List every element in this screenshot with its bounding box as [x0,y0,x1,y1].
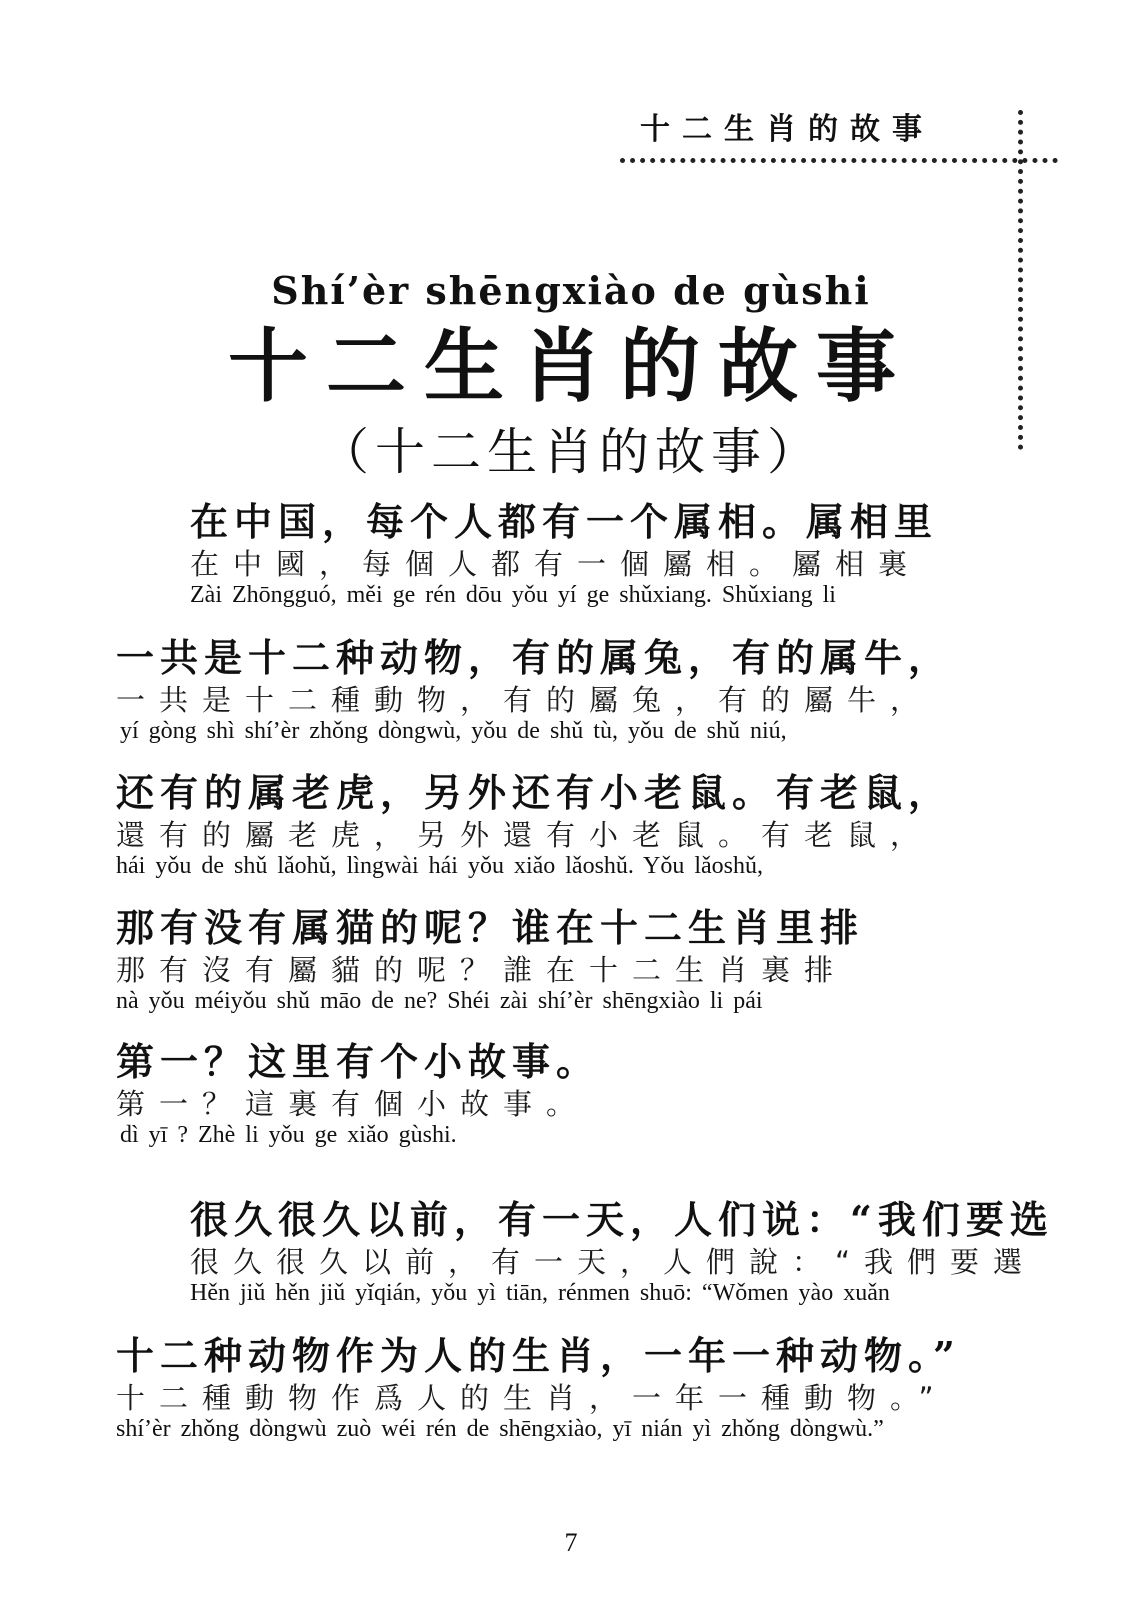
line-simplified: 一共是十二种动物，有的属兔，有的属牛， [116,635,953,680]
line-traditional: 第一？這裏有個小故事。 [116,1087,590,1121]
line-traditional: 還有的屬老虎，另外還有小老鼠。有老鼠， [116,818,934,852]
line-pinyin: shí’èr zhǒng dòngwù zuò wéi rén de shēngxiào, yī nián yì zhǒng dòngwù.” [116,1416,884,1442]
line-simplified: 在中国，每个人都有一个属相。属相里 [190,499,939,544]
page-title: 十二生肖的故事 [228,319,914,413]
title-pinyin: Shí’èr shēngxiào de gùshi [271,268,871,313]
line-traditional: 那有沒有屬貓的呢？誰在十二生肖裏排 [116,953,848,987]
line-pinyin: hái yǒu de shǔ lǎohǔ, lìngwài hái yǒu xiǎo lǎoshǔ. Yǒu lǎoshǔ, [116,853,764,879]
line-traditional: 在中國，每個人都有一個屬相。屬相裏 [190,547,922,581]
line-pinyin: dì yī ? Zhè li yǒu ge xiǎo gùshi. [120,1122,457,1148]
line-simplified: 很久很久以前，有一天，人们说：“我们要选 [190,1197,1054,1242]
title-traditional: （十二生肖的故事） [319,423,823,481]
dotted-rule-horizontal [620,158,1058,163]
line-pinyin: yí gòng shì shí’èr zhǒng dòngwù, yǒu de shǔ tù, yǒu de shǔ niú, [120,718,787,744]
line-simplified: 那有没有属猫的呢？谁在十二生肖里排 [116,905,865,950]
line-traditional: 很久很久以前，有一天，人們說：“我們要選 [190,1245,1037,1279]
line-traditional: 十二種動物作爲人的生肖，一年一種動物。” [116,1381,948,1415]
running-header-title: 十二生肖的故事 [640,112,934,147]
page-number: 7 [564,1528,578,1557]
line-simplified: 还有的属老虎，另外还有小老鼠。有老鼠， [116,770,953,815]
line-simplified: 第一？这里有个小故事。 [116,1039,601,1084]
line-pinyin: Hěn jiǔ hěn jiǔ yǐqián, yǒu yì tiān, rénmen shuō: “Wǒmen yào xuǎn [190,1280,890,1306]
line-simplified: 十二种动物作为人的生肖，一年一种动物。” [116,1333,961,1378]
line-traditional: 一共是十二種動物，有的屬兔，有的屬牛， [116,683,934,717]
line-pinyin: Zài Zhōngguó, měi ge rén dōu yǒu yí ge shǔxiang. Shǔxiang li [190,582,836,608]
line-pinyin: nà yǒu méiyǒu shǔ māo de ne? Shéi zài shí’èr shēngxiào li pái [116,988,763,1014]
